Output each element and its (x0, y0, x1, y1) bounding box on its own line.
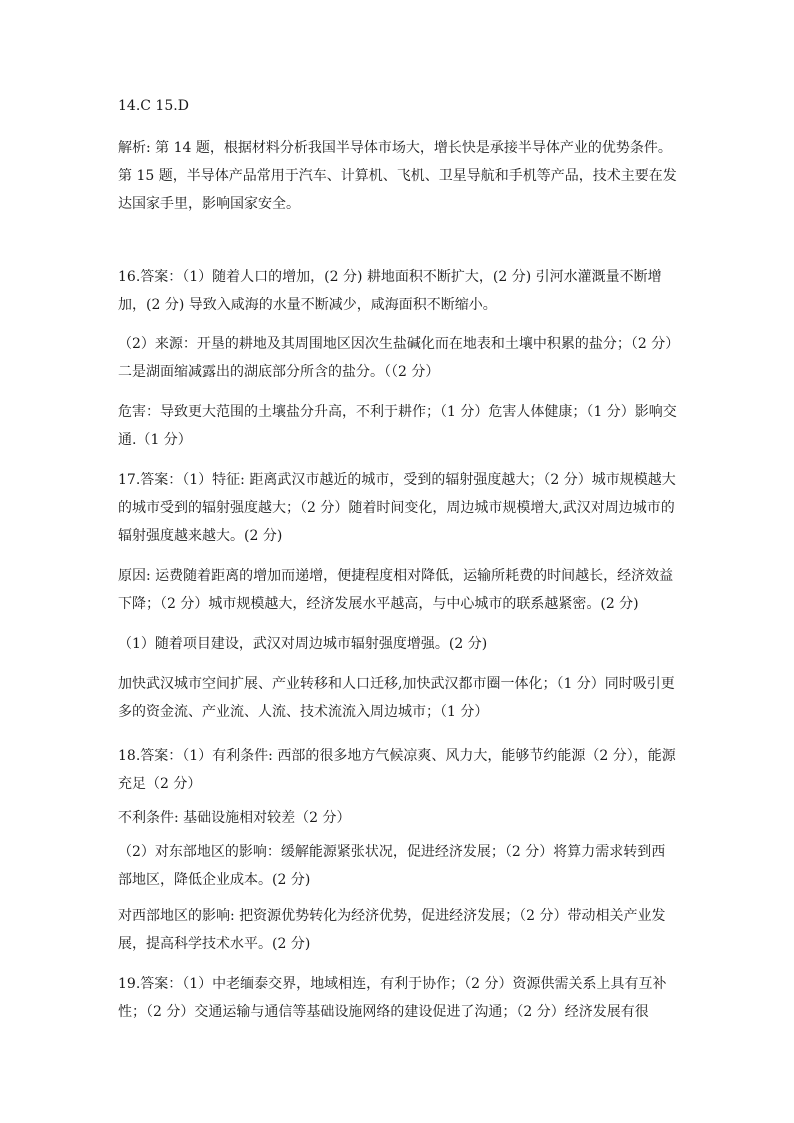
answer-18-part1-favorable: 18.答案：（1）有利条件: 西部的很多地方气候凉爽、风力大，能够节约能源（2 分），能源充足（2 分） (118, 748, 676, 792)
analysis-14-15: 解析: 第 14 题，根据材料分析我国半导体市场大，增长快是承接半导体产业的优势条件。第 15 题，半导体产品常用于汽车、计算机、飞机、卫星导航和手机等产品，技术主要在发达国家手里，影响国家安全。 (118, 140, 677, 212)
answer-16-part1: 16.答案：（1）随着人口的增加，(2 分) 耕地面积不断扩大，(2 分) 引河水灌溉量不断增加，(2 分) 导致入咸海的水量不断减少，咸海面积不断缩小。 (118, 269, 662, 313)
answer-17-part2-detail: 加快武汉城市空间扩展、产业转移和人口迁移,加快武汉都市圈一体化；（1 分）同时吸引更多的资金流、产业流、人流、技术流流入周边城市；（1 分） (118, 676, 675, 720)
answer-14-15: 14.C 15.D (118, 98, 189, 114)
answer-18-part1-unfavorable: 不利条件: 基础设施相对较差（2 分） (118, 810, 351, 826)
answer-18-part2-west: 对西部地区的影响: 把资源优势转化为经济优势，促进经济发展；（2 分）带动相关产业发展，提高科学技术水平。(2 分) (118, 908, 666, 952)
answer-16-part2-source: （2）来源：开垦的耕地及其周围地区因次生盐碱化而在地表和土壤中积累的盐分；（2 分）二是湖面缩减露出的湖底部分所含的盐分。（（2 分） (118, 336, 673, 380)
answer-17-part1-features: 17.答案：（1）特征: 距离武汉市越近的城市，受到的辐射强度越大；（2 分）城市规模越大的城市受到的辐射强度越大；（2 分）随着时间变化，周边城市规模增大,武汉对周边城市的辐射强度越来越大。(2 分) (118, 472, 676, 544)
answer-18-part2-east: （2）对东部地区的影响：缓解能源紧张状况，促进经济发展；（2 分）将算力需求转到西部地区，降低企业成本。(2 分) (118, 844, 666, 888)
answer-19-part1: 19.答案：（1）中老缅泰交界，地域相连，有利于协作；（2 分）资源供需关系上具有互补性；（2 分）交通运输与通信等基础设施网络的建设促进了沟通；（2 分）经济发展有很 (118, 976, 667, 1020)
answer-17-part1-reasons: 原因: 运费随着距离的增加而递增，便捷程度相对降低，运输所耗费的时间越长，经济效益下降；（2 分）城市规模越大，经济发展水平越高，与中心城市的联系越紧密。(2 分) (118, 568, 674, 612)
answer-16-part2-harm: 危害：导致更大范围的土壤盐分升高，不利于耕作；（1 分）危害人体健康；（1 分）影响交通.（1 分） (118, 404, 677, 448)
answer-17-part2: （1）随着项目建设，武汉对周边城市辐射强度增强。(2 分) (118, 636, 488, 652)
